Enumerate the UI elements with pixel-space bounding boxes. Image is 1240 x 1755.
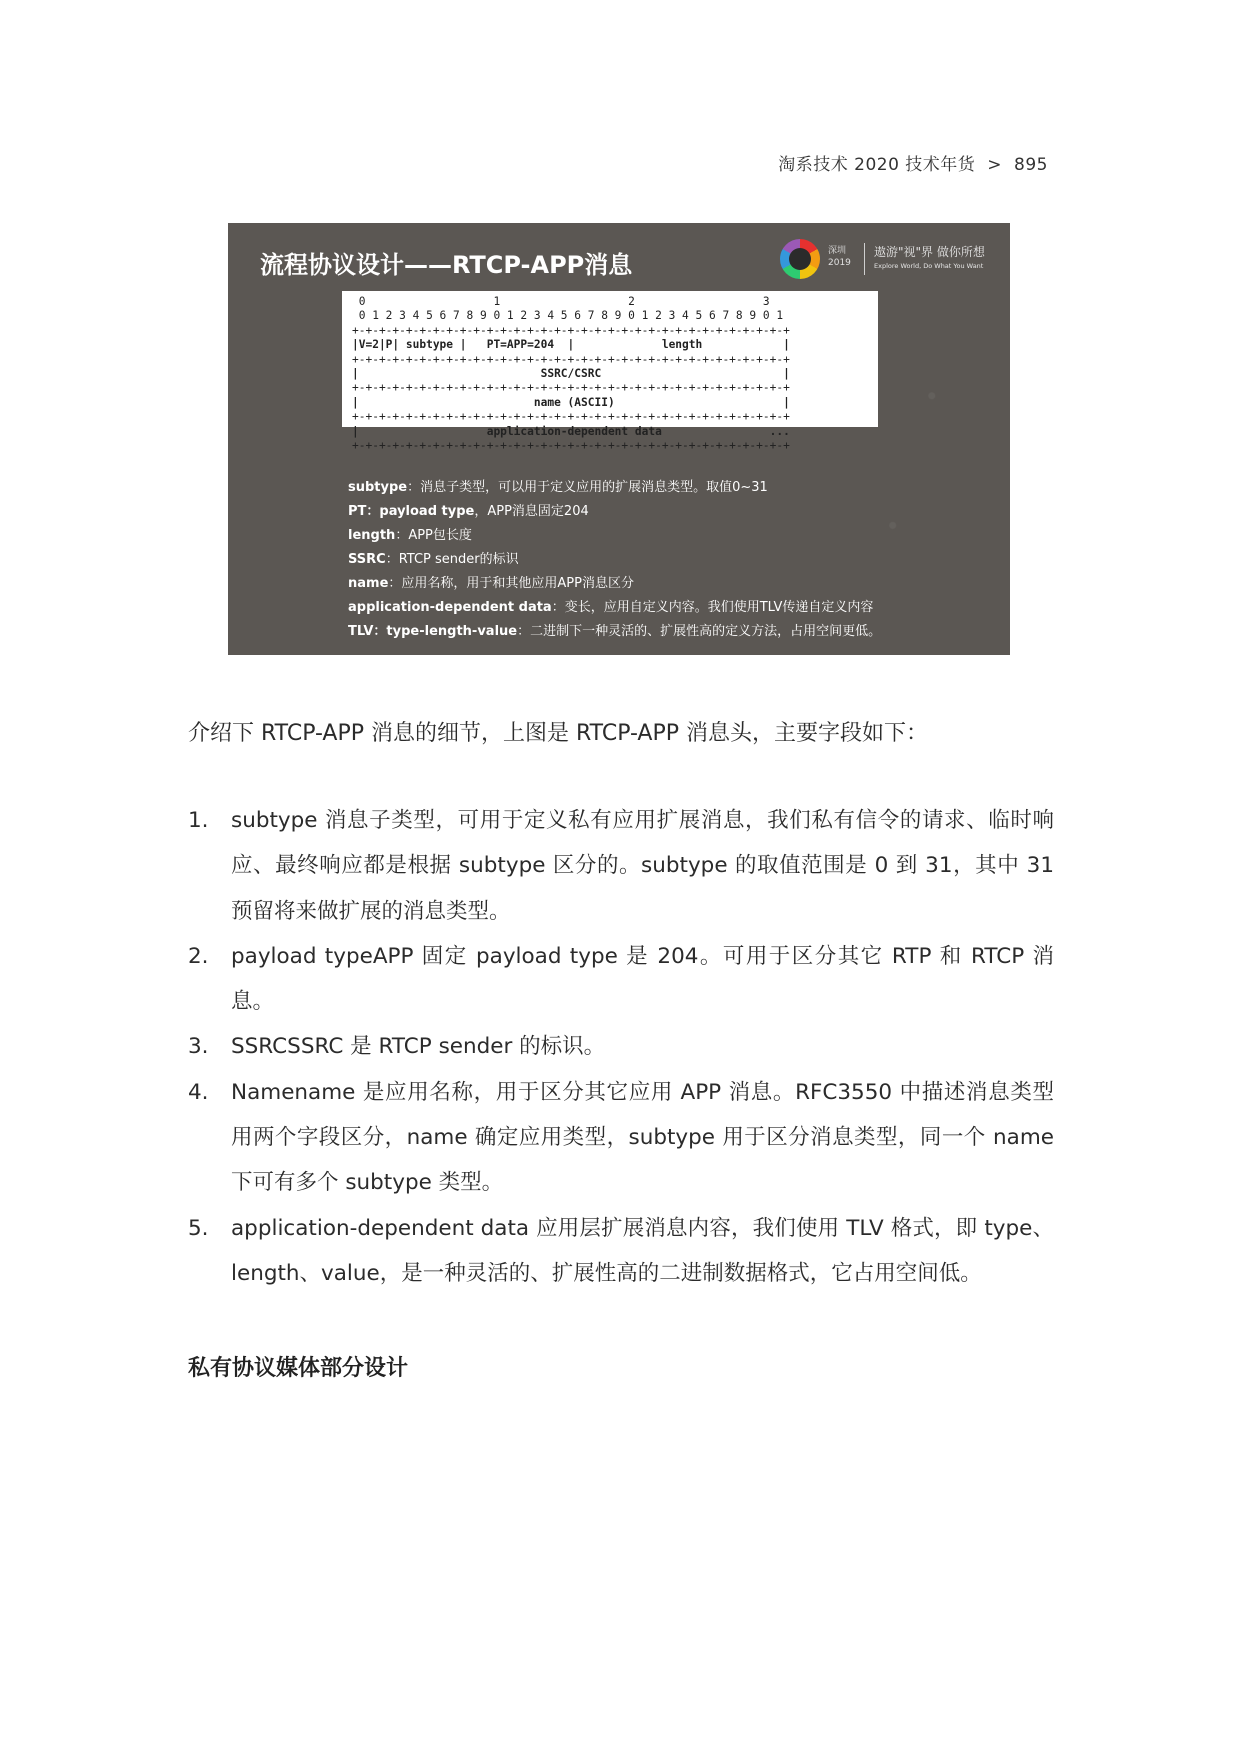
slogan-cn: 遨游"视"界 做你所想 [874, 245, 985, 259]
running-header [778, 150, 1048, 175]
list-number: 3. [188, 1034, 209, 1060]
packet-line: +-+-+-+-+-+-+-+-+-+-+-+-+-+-+-+-+-+-+-+-+-+-+-+-+-+-+-+-+-+-+-+-+ [352, 323, 790, 337]
packet-line: | SSRC/CSRC | [352, 367, 790, 381]
list-item [188, 1206, 1054, 1297]
list-item [188, 1070, 1054, 1206]
list-text: subtype 消息子类型，可用于定义私有应用扩展消息，我们私有信令的请求、临时响应、最终响应都是根据 subtype 区分的。subtype 的取值范围是 0 到 31，其中 31 预留将来做扩展的消息类型。 [231, 808, 1054, 924]
note-key: length [348, 528, 396, 543]
note-key: name [348, 576, 389, 591]
list-number: 1. [188, 808, 209, 833]
page-number: 895 [1014, 155, 1048, 175]
note-text: ：应用名称，用于和其他应用APP消息区分 [388, 576, 634, 591]
list-item [188, 1024, 1054, 1069]
badge-city: 深圳 [828, 246, 847, 256]
list-text: application-dependent data 应用层扩展消息内容，我们使用 TLV 格式，即 type、length、value，是一种灵活的、扩展性高的二进制数据格式，它占用空间低。 [231, 1215, 1054, 1286]
list-item [188, 934, 1054, 1025]
list-text: Namename 是应用名称，用于区分其它应用 APP 消息。RFC3550 中描述消息类型用两个字段区分，name 确定应用类型，subtype 用于区分消息类型，同一个 name 下可有多个 subtype 类型。 [231, 1079, 1054, 1196]
packet-line: | application-dependent data ... [352, 424, 790, 438]
packet-line: +-+-+-+-+-+-+-+-+-+-+-+-+-+-+-+-+-+-+-+-+-+-+-+-+-+-+-+-+-+-+-+-+ [352, 381, 790, 395]
slide-title: 流程协议设计——RTCP-APP消息 [260, 251, 633, 279]
list-number: 4. [188, 1079, 209, 1105]
note-text: ：消息子类型，可以用于定义应用的扩展消息类型。取值0~31 [407, 480, 768, 495]
note-text: ：APP包长度 [395, 528, 472, 543]
packet-line: +-+-+-+-+-+-+-+-+-+-+-+-+-+-+-+-+-+-+-+-+-+-+-+-+-+-+-+-+-+-+-+-+ [352, 410, 790, 424]
packet-lines [342, 291, 878, 453]
conference-slogan [874, 245, 985, 273]
slide-notes [348, 476, 881, 644]
note-key: TLV：type-length-value [348, 624, 518, 639]
packet-line: | name (ASCII) | [352, 395, 790, 409]
running-title: 淘系技术 2020 技术年货 [778, 155, 976, 175]
list-text: SSRCSSRC 是 RTCP sender 的标识。 [231, 1034, 606, 1060]
note-text: ，APP消息固定204 [474, 504, 589, 519]
note-row [348, 548, 881, 572]
badge-year: 2019 [828, 258, 851, 268]
packet-line: +-+-+-+-+-+-+-+-+-+-+-+-+-+-+-+-+-+-+-+-+-+-+-+-+-+-+-+-+-+-+-+-+ [352, 352, 790, 366]
note-row [348, 620, 881, 644]
note-row [348, 500, 881, 524]
note-key: subtype [348, 480, 408, 495]
field-list [188, 798, 1054, 1296]
note-key: application-dependent data [348, 600, 552, 615]
list-text: payload typeAPP 固定 payload type 是 204。可用于区分其它 RTP 和 RTCP 消息。 [231, 943, 1054, 1015]
note-row [348, 524, 881, 548]
conference-logo-icon [780, 239, 820, 279]
note-row [348, 476, 881, 500]
list-number: 5. [188, 1215, 209, 1241]
conference-badge [828, 245, 851, 269]
badge-divider [864, 243, 865, 275]
note-key: SSRC [348, 552, 386, 567]
note-key: PT：payload type [348, 504, 475, 519]
packet-line: 0 1 2 3 [352, 295, 770, 308]
packet-line: |V=2|P| subtype | PT=APP=204 | length | [352, 338, 790, 352]
list-number: 2. [188, 943, 209, 969]
note-text: ：RTCP sender的标识 [385, 552, 519, 567]
section-heading: 私有协议媒体部分设计 [188, 1356, 409, 1381]
note-text: ：二进制下一种灵活的、扩展性高的定义方法，占用空间更低。 [517, 624, 882, 639]
list-item [188, 798, 1054, 934]
packet-line: +-+-+-+-+-+-+-+-+-+-+-+-+-+-+-+-+-+-+-+-+-+-+-+-+-+-+-+-+-+-+-+-+ [352, 439, 790, 453]
packet-line: 0 1 2 3 4 5 6 7 8 9 0 1 2 3 4 5 6 7 8 9 0 1 2 3 4 5 6 7 8 9 0 1 [352, 309, 784, 323]
intro-paragraph: 介绍下 RTCP-APP 消息的细节，上图是 RTCP-APP 消息头，主要字段如下： [188, 721, 929, 746]
slogan-en: Explore World, Do What You Want [874, 262, 984, 270]
rtcp-app-packet-diagram [342, 291, 878, 453]
note-row [348, 572, 881, 596]
slide-image [228, 223, 1010, 655]
note-text: ：变长，应用自定义内容。我们使用TLV传递自定义内容 [551, 600, 874, 615]
header-separator: > [987, 155, 1003, 175]
note-row [348, 596, 881, 620]
